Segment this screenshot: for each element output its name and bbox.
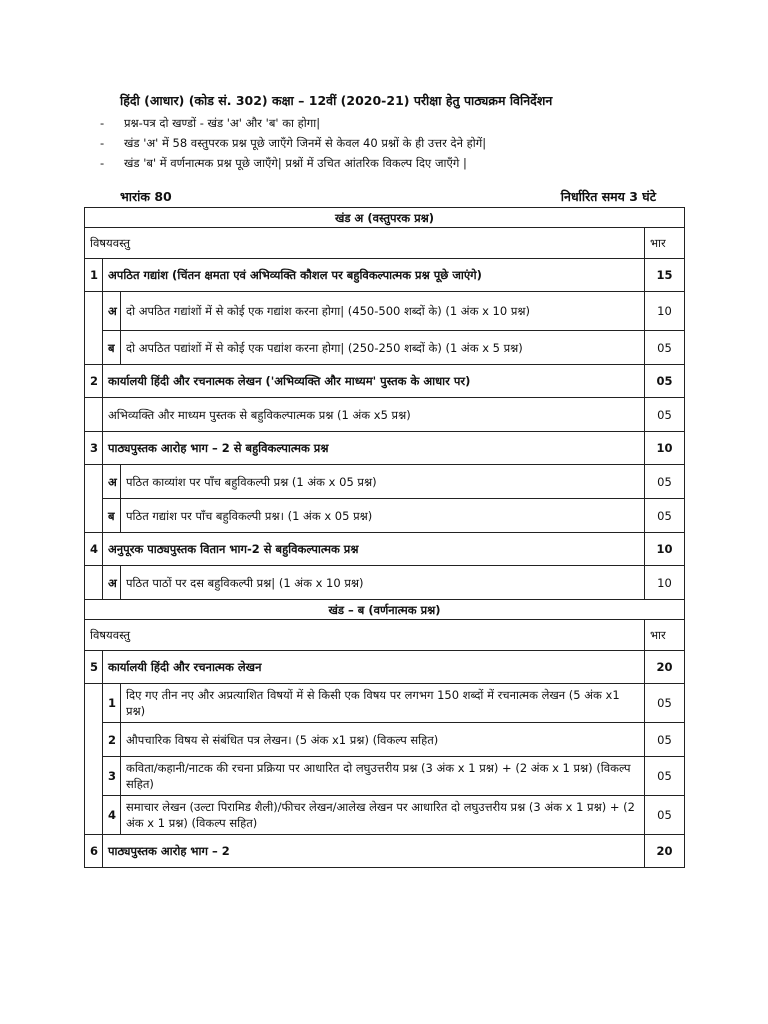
sub-question-text: समाचार लेखन (उल्टा पिरामिड शैली)/फीचर लेखन/आलेख लेखन पर आधारित दो लघुउत्तरीय प्रश्न (3 अंक x 1 प्रश्न) + (2 अंक x 1 प्रश्न) (विकल्प सहित) (121, 796, 645, 835)
question-text: कार्यालयी हिंदी और रचनात्मक लेखन ('अभिव्यक्ति और माध्यम' पुस्तक के आधार पर) (103, 365, 645, 398)
question-text: कार्यालयी हिंदी और रचनात्मक लेखन (103, 651, 645, 684)
sub-question-row (85, 757, 685, 796)
sub-question-row (85, 499, 685, 533)
sub-question-text: दो अपठित पद्यांशों में से कोई एक पद्यांश करना होगा| (250-250 शब्दों के) (1 अंक x 5 प्रश्न) (121, 331, 645, 365)
question-row (85, 835, 685, 868)
empty-cell (85, 566, 103, 600)
sub-question-row (85, 292, 685, 331)
question-number: 2 (85, 365, 103, 398)
instructions-list (100, 113, 486, 173)
question-row (85, 432, 685, 465)
sub-question-text: पठित पाठों पर दस बहुविकल्पी प्रश्न| (1 अंक x 10 प्रश्न) (121, 566, 645, 600)
sub-question-row (85, 398, 685, 432)
sub-question-row (85, 723, 685, 757)
question-row (85, 259, 685, 292)
question-text: अनुपूरक पाठ्यपुस्तक वितान भाग-2 से बहुविकल्पात्मक प्रश्न (103, 533, 645, 566)
question-text: पाठ्यपुस्तक आरोह भाग – 2 से बहुविकल्पात्मक प्रश्न (103, 432, 645, 465)
question-text: अपठित गद्यांश (चिंतन क्षमता एवं अभिव्यक्ति कौशल पर बहुविकल्पात्मक प्रश्न पूछे जाएंगे) (103, 259, 645, 292)
column-header-content: विषयवस्तु (85, 228, 645, 259)
question-number: 5 (85, 651, 103, 684)
question-weight: 20 (644, 835, 684, 868)
bullet-marker: - (100, 136, 105, 150)
instruction-item (100, 113, 486, 133)
column-header-row (85, 620, 685, 651)
instruction-item (100, 153, 486, 173)
sub-question-weight: 10 (644, 566, 684, 600)
sub-question-label: अ (103, 292, 121, 331)
sub-question-row (85, 566, 685, 600)
question-row (85, 651, 685, 684)
sub-question-text: पठित गद्यांश पर पाँच बहुविकल्पी प्रश्न। (1 अंक x 05 प्रश्न) (121, 499, 645, 533)
question-row (85, 365, 685, 398)
bullet-marker: - (100, 116, 105, 130)
sub-question-label: ब (103, 331, 121, 365)
question-weight: 15 (644, 259, 684, 292)
sub-question-weight: 10 (644, 292, 684, 331)
document-title: हिंदी (आधार) (कोड सं. 302) कक्षा – 12वीं (2020-21) परीक्षा हेतु पाठ्यक्रम विनिर्देशन (120, 93, 553, 108)
section-b-heading-row (85, 600, 685, 620)
question-number: 6 (85, 835, 103, 868)
question-number: 3 (85, 432, 103, 465)
instruction-text: खंड 'अ' में 58 वस्तुपरक प्रश्न पूछे जाएँगे जिनमें से केवल 40 प्रश्नों के ही उत्तर देने होगें| (124, 135, 487, 150)
sub-question-row (85, 331, 685, 365)
sub-question-weight: 05 (644, 398, 684, 432)
sub-question-row (85, 796, 685, 835)
sub-question-text: औपचारिक विषय से संबंधित पत्र लेखन। (5 अंक x1 प्रश्न) (विकल्प सहित) (121, 723, 645, 757)
question-row (85, 533, 685, 566)
sub-question-label: 3 (103, 757, 121, 796)
column-header-weight: भार (644, 620, 684, 651)
sub-question-row (85, 684, 685, 723)
instruction-text: प्रश्न-पत्र दो खण्डों - खंड 'अ' और 'ब' का होगा| (124, 115, 321, 130)
instruction-text: खंड 'ब' में वर्णनात्मक प्रश्न पूछे जाएँगे| प्रश्नों में उचित आंतरिक विकल्प दिए जाएँगे | (124, 155, 467, 170)
column-header-row (85, 228, 685, 259)
empty-cell (85, 292, 103, 365)
empty-cell (85, 684, 103, 835)
sub-question-label: अ (103, 465, 121, 499)
question-weight: 10 (644, 533, 684, 566)
bullet-marker: - (100, 156, 105, 170)
sub-question-label: 1 (103, 684, 121, 723)
sub-question-row (85, 465, 685, 499)
question-text: पाठ्यपुस्तक आरोह भाग – 2 (103, 835, 645, 868)
sub-question-text: पठित काव्यांश पर पाँच बहुविकल्पी प्रश्न (1 अंक x 05 प्रश्न) (121, 465, 645, 499)
sub-question-weight: 05 (644, 499, 684, 533)
sub-question-text: दिए गए तीन नए और अप्रत्याशित विषयों में से किसी एक विषय पर लगभग 150 शब्दों में रचनात्मक लेखन (5 अंक x1 प्रश्न) (121, 684, 645, 723)
column-header-weight: भार (644, 228, 684, 259)
sub-question-text: कविता/कहानी/नाटक की रचना प्रक्रिया पर आधारित दो लघुउत्तरीय प्रश्न (3 अंक x 1 प्रश्न) + (2 अंक x 1 प्रश्न) (विकल्प सहित) (121, 757, 645, 796)
sub-question-weight: 05 (644, 757, 684, 796)
column-header-content: विषयवस्तु (85, 620, 645, 651)
sub-question-label: 4 (103, 796, 121, 835)
sub-question-weight: 05 (644, 796, 684, 835)
empty-cell (85, 465, 103, 533)
sub-question-weight: 05 (644, 684, 684, 723)
question-weight: 05 (644, 365, 684, 398)
section-b-heading: खंड – ब (वर्णनात्मक प्रश्न) (85, 600, 685, 620)
sub-question-weight: 05 (644, 465, 684, 499)
time-allowed: निर्धारित समय 3 घंटे (560, 189, 656, 204)
instruction-item (100, 133, 486, 153)
question-number: 1 (85, 259, 103, 292)
sub-question-label: 2 (103, 723, 121, 757)
syllabus-table (84, 207, 685, 868)
sub-question-label: अ (103, 566, 121, 600)
sub-question-label: ब (103, 499, 121, 533)
question-weight: 20 (644, 651, 684, 684)
question-weight: 10 (644, 432, 684, 465)
section-a-heading-row (85, 208, 685, 228)
sub-question-weight: 05 (644, 331, 684, 365)
total-marks: भारांक 80 (120, 189, 172, 204)
empty-cell (85, 398, 103, 432)
question-number: 4 (85, 533, 103, 566)
sub-question-text: दो अपठित गद्यांशों में से कोई एक गद्यांश करना होगा| (450-500 शब्दों के) (1 अंक x 10 प्रश्न) (121, 292, 645, 331)
sub-question-weight: 05 (644, 723, 684, 757)
sub-question-text: अभिव्यक्ति और माध्यम पुस्तक से बहुविकल्पात्मक प्रश्न (1 अंक x5 प्रश्न) (103, 398, 645, 432)
section-a-heading: खंड अ (वस्तुपरक प्रश्न) (85, 208, 685, 228)
